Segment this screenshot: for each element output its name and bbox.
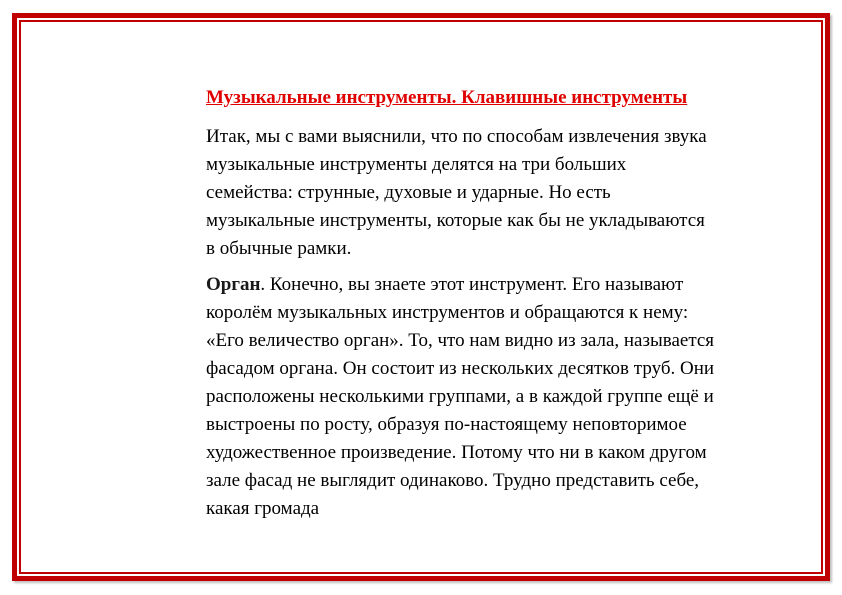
term-organ: Орган bbox=[206, 274, 261, 295]
paragraph-organ bbox=[206, 271, 716, 523]
document-body bbox=[206, 85, 726, 531]
document-title: Музыкальные инструменты. Клавишные инструменты bbox=[206, 87, 688, 108]
paragraph-intro: Итак, мы с вами выяснили, что по способам извлечения звука музыкальные инструменты делятся на три больших семейства: струнные, духовые и ударные. Но есть музыкальные инструменты, которые как бы не укладываются в обычные рамки. bbox=[206, 126, 707, 259]
paragraph-organ-text: . Конечно, вы знаете этот инструмент. Его называют королём музыкальных инструментов и обращаются к нему: «Его величество орган». То, что нам видно из зала, называется фасадом органа. Он состоит из нескольких десятков труб. Они расположены несколькими группами, а в каждой группе ещё и выстроены по росту, образуя по-настоящему неповторимое художественное произведение. Потому что ни в каком другом зале фасад не выглядит одинаково. Трудно представить себе, какая громада bbox=[206, 274, 715, 519]
